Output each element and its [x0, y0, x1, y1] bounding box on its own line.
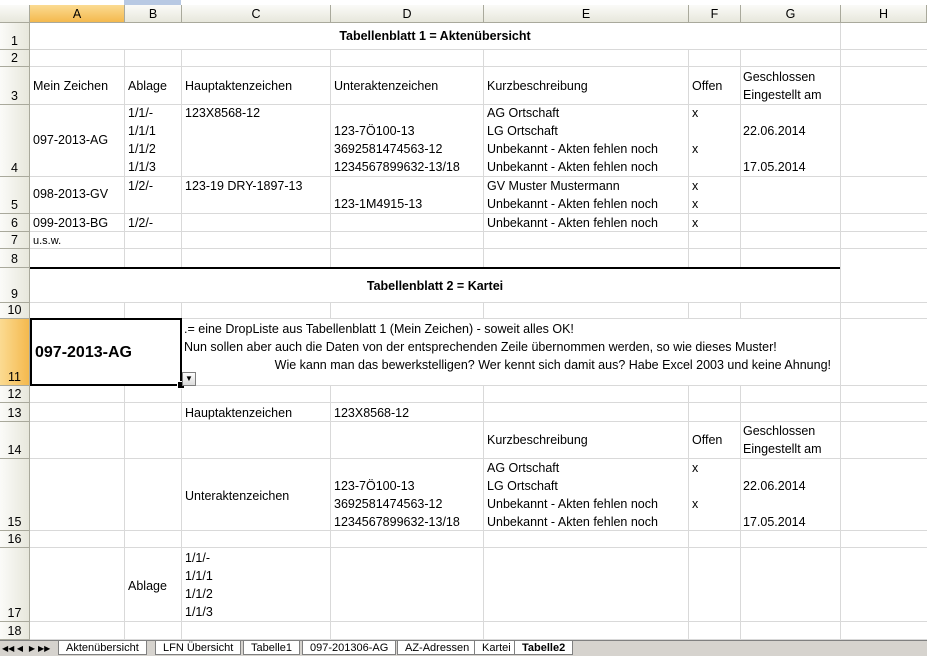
label-unteraktenzeichen: Unteraktenzeichen [185, 489, 290, 503]
grid-line [30, 176, 927, 177]
tab-tabelle2[interactable]: Tabelle2 [514, 641, 573, 655]
row-header-13[interactable]: 13 [0, 403, 30, 422]
cell-e5-line2: Unbekannt - Akten fehlen noch [487, 197, 658, 211]
value-datum-2: 17.05.2014 [743, 515, 806, 529]
tab-097-201306-ag[interactable]: 097-201306-AG [302, 641, 396, 655]
column-header-c[interactable]: C [182, 5, 331, 23]
label-offen: Offen [692, 433, 723, 447]
column-header-a[interactable]: A [30, 5, 125, 23]
value-ablage-3: 1/1/2 [185, 587, 213, 601]
value-ablage-1: 1/1/- [185, 551, 211, 565]
value-offen-1: x [692, 461, 699, 475]
tab-az-adressen[interactable]: AZ-Adressen [397, 641, 477, 655]
row-header-9[interactable]: 9 [0, 268, 30, 303]
value-ablage-2: 1/1/1 [185, 569, 213, 583]
grid-line [30, 302, 927, 303]
selected-zeichen: 097-2013-AG [35, 344, 132, 361]
value-kurz-2: LG Ortschaft [487, 479, 558, 493]
cell-d4-line3: 1234567899632-13/18 [334, 160, 460, 174]
label-geschlossen: Geschlossen [743, 424, 816, 438]
tab-tabelle1[interactable]: Tabelle1 [243, 641, 300, 655]
row-header-4[interactable]: 4 [0, 105, 30, 177]
header-offen: Offen [692, 79, 723, 93]
cell-f4-line1: x [692, 106, 699, 120]
cell-a7: u.s.w. [33, 235, 62, 247]
cell-d5: 123-1M4915-13 [334, 197, 423, 211]
cell-g4-line4: 17.05.2014 [743, 160, 806, 174]
row-header-17[interactable]: 17 [0, 548, 30, 622]
label-hauptaktenzeichen: Hauptaktenzeichen [185, 406, 293, 420]
cell-a4: 097-2013-AG [33, 133, 109, 147]
grid-line [30, 621, 927, 622]
column-header-h[interactable]: H [841, 5, 927, 23]
cell-b6: 1/2/- [128, 216, 154, 230]
cell-f5-line1: x [692, 179, 699, 193]
label-ablage: Ablage [128, 579, 167, 593]
note-line-1: .= eine DropListe aus Tabellenblatt 1 (Mein Zeichen) - soweit alles OK! [184, 322, 574, 336]
row-header-5[interactable]: 5 [0, 177, 30, 214]
header-mein-zeichen: Mein Zeichen [33, 79, 109, 93]
header-eingestellt: Eingestellt am [743, 88, 822, 102]
grid-line [30, 402, 927, 403]
cell-e6: Unbekannt - Akten fehlen noch [487, 216, 658, 230]
grid-line [30, 66, 927, 67]
cell-e4-line3: Unbekannt - Akten fehlen noch [487, 142, 658, 156]
grid-line [30, 213, 927, 214]
value-kurz-3: Unbekannt - Akten fehlen noch [487, 497, 658, 511]
next-sheet-icon[interactable]: ▶ [28, 644, 36, 653]
column-header-e[interactable]: E [484, 5, 689, 23]
cell-e4-line1: AG Ortschaft [487, 106, 560, 120]
sheet2-title: Tabellenblatt 2 = Kartei [366, 279, 504, 293]
row-header-1[interactable]: 1 [0, 23, 30, 50]
header-geschlossen: Geschlossen [743, 70, 816, 84]
row-header-16[interactable]: 16 [0, 531, 30, 548]
cell-b4-line4: 1/1/3 [128, 160, 156, 174]
note-line-3: Wie kann man das bewerkstelligen? Wer kennt sich damit aus? Habe Excel 2003 und keine Ahnung! [274, 358, 831, 372]
value-kurz-4: Unbekannt - Akten fehlen noch [487, 515, 658, 529]
value-offen-2: x [692, 497, 699, 511]
cell-c4: 123X8568-12 [185, 106, 261, 120]
grid-line [30, 104, 927, 105]
cell-e5-line1: GV Muster Mustermann [487, 179, 620, 193]
prev-sheet-icon[interactable]: ◀ [16, 644, 24, 653]
tab-lfn-uebersicht[interactable]: LFN Übersicht [155, 641, 241, 655]
cell-d4-line2: 3692581474563-12 [334, 142, 443, 156]
column-header-f[interactable]: F [689, 5, 741, 23]
tab-aktenuebersicht[interactable]: Aktenübersicht [58, 641, 147, 655]
first-sheet-icon[interactable]: ◀◀ [2, 644, 15, 653]
cell-f6: x [692, 216, 699, 230]
value-datum-1: 22.06.2014 [743, 479, 806, 493]
cell-a5: 098-2013-GV [33, 187, 109, 201]
dropdown-arrow-icon[interactable]: ▼ [182, 372, 196, 386]
label-eingestellt: Eingestellt am [743, 442, 822, 456]
column-header-g[interactable]: G [741, 5, 841, 23]
cell-e4-line2: LG Ortschaft [487, 124, 558, 138]
tab-kartei[interactable]: Kartei [474, 641, 519, 655]
value-unter-1: 123-7Ö100-13 [334, 479, 415, 493]
grid-line [30, 231, 927, 232]
value-ablage-4: 1/1/3 [185, 605, 213, 619]
sheet-tab-bar [0, 640, 927, 656]
header-hauptaktenzeichen: Hauptaktenzeichen [185, 79, 293, 93]
grid-line [30, 458, 927, 459]
section-divider [30, 267, 840, 269]
row-header-2[interactable]: 2 [0, 50, 30, 67]
column-header-d[interactable]: D [331, 5, 484, 23]
grid-line [30, 49, 927, 50]
header-kurzbeschreibung: Kurzbeschreibung [487, 79, 588, 93]
cell-b4-line1: 1/1/- [128, 106, 154, 120]
value-unter-2: 3692581474563-12 [334, 497, 443, 511]
row-header-8[interactable]: 8 [0, 249, 30, 268]
header-ablage: Ablage [128, 79, 167, 93]
cell-e4-line4: Unbekannt - Akten fehlen noch [487, 160, 658, 174]
cell-c5: 123-19 DRY-1897-13 [185, 179, 303, 193]
cell-f4-line3: x [692, 142, 699, 156]
header-unteraktenzeichen: Unteraktenzeichen [334, 79, 439, 93]
row-header-14[interactable]: 14 [0, 422, 30, 459]
value-unter-3: 1234567899632-13/18 [334, 515, 460, 529]
value-kurz-1: AG Ortschaft [487, 461, 560, 475]
row-header-18[interactable]: 18 [0, 622, 30, 640]
label-kurzbeschreibung: Kurzbeschreibung [487, 433, 588, 447]
grid-line [30, 248, 927, 249]
last-sheet-icon[interactable]: ▶▶ [38, 644, 51, 653]
row-header-11[interactable]: 11 [0, 319, 30, 386]
row-header-3[interactable]: 3 [0, 67, 30, 105]
value-hauptaktenzeichen: 123X8568-12 [334, 406, 410, 420]
cell-b4-line2: 1/1/1 [128, 124, 156, 138]
column-header-b[interactable]: B [125, 5, 182, 23]
cell-a6: 099-2013-BG [33, 216, 109, 230]
row-header-15[interactable]: 15 [0, 459, 30, 531]
grid-line [30, 547, 927, 548]
sheet1-title: Tabellenblatt 1 = Aktenübersicht [339, 29, 531, 43]
row-header-7[interactable]: 7 [0, 232, 30, 249]
note-line-2: Nun sollen aber auch die Daten von der entsprechenden Zeile übernommen werden, so wie dieses Muster! [184, 340, 777, 354]
cell-f5-line2: x [692, 197, 699, 211]
cell-d4-line1: 123-7Ö100-13 [334, 124, 415, 138]
select-all-corner[interactable] [0, 5, 30, 23]
cell-g4-line2: 22.06.2014 [743, 124, 806, 138]
row-header-6[interactable]: 6 [0, 214, 30, 232]
row-header-10[interactable]: 10 [0, 303, 30, 319]
cell-b5: 1/2/- [128, 179, 154, 193]
cell-b4-line3: 1/1/2 [128, 142, 156, 156]
row-header-12[interactable]: 12 [0, 386, 30, 403]
